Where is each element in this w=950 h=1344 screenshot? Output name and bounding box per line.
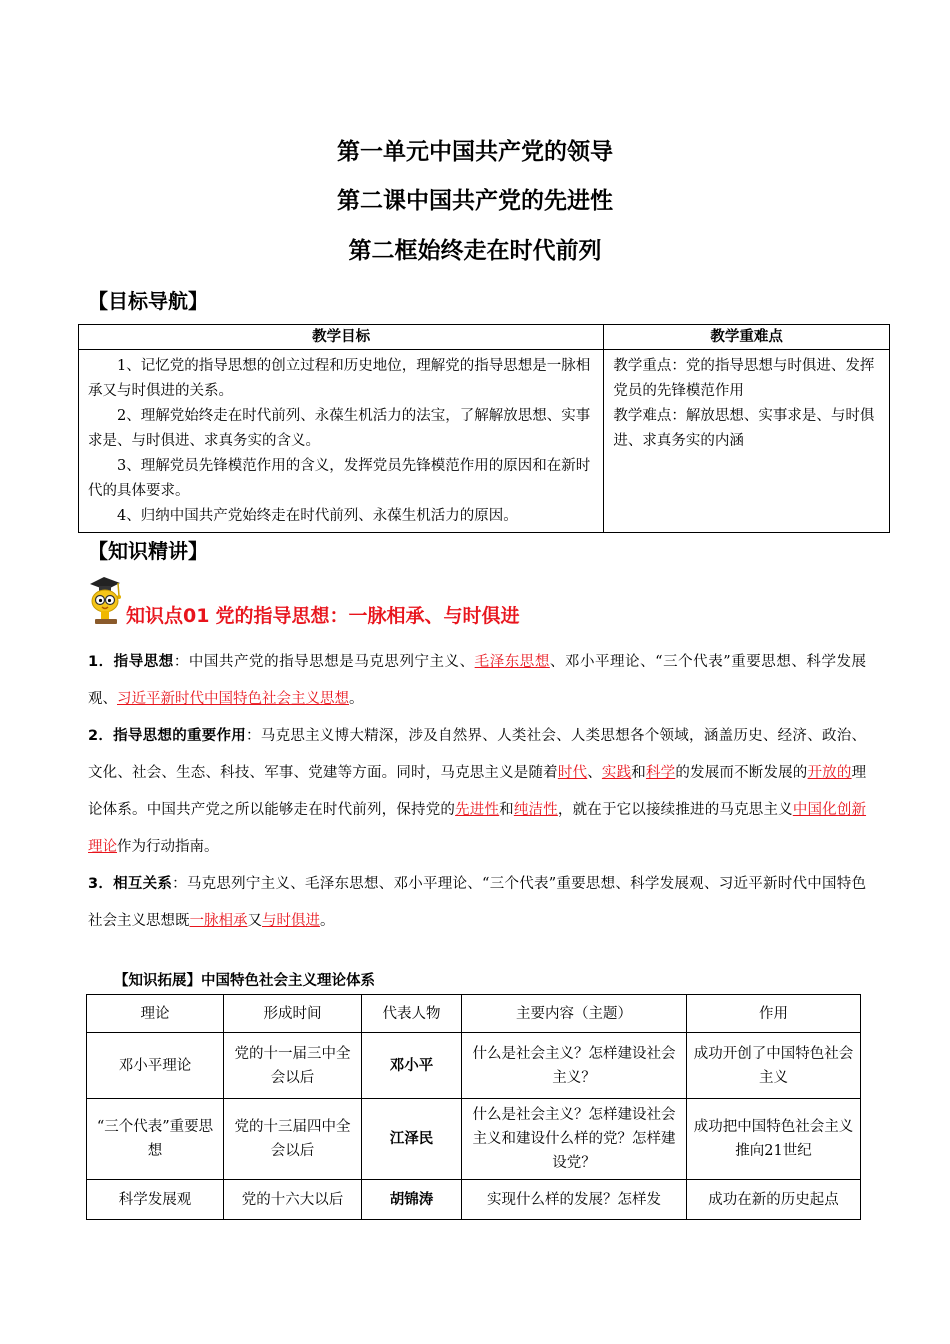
cell-main-content: 实现什么样的发展？怎样发 — [462, 1180, 687, 1220]
cell-representative: 邓小平 — [362, 1033, 462, 1099]
answer-highlight: 习近平新时代中国特色社会主义思想 — [117, 691, 349, 707]
cell-theory: 邓小平理论 — [87, 1033, 224, 1099]
cell-representative: 胡锦涛 — [362, 1180, 462, 1220]
knowledge-point-text: 党的指导思想：一脉相承、与时俱进 — [215, 605, 520, 627]
goal-header-difficulties: 教学重难点 — [604, 325, 890, 350]
knowledge-point-label: 知识点01 — [126, 605, 210, 627]
point-keyword: 指导思想 — [113, 654, 174, 670]
header-representative: 代表人物 — [362, 995, 462, 1033]
unit-title: 第一单元中国共产党的领导 — [337, 139, 613, 165]
knowledge-content — [88, 644, 866, 940]
point-text: ：马克思列宁主义、毛泽东思想、邓小平理论、“三个代表”重要思想、科学发展观、习近平新时代中国特色社会主义思想既 — [88, 876, 867, 929]
point-keyword: 指导思想的重要作用 — [113, 728, 247, 744]
header-main-content: 主要内容（主题） — [462, 995, 687, 1033]
cell-main-content: 什么是社会主义？怎样建设社会主义？ — [462, 1033, 687, 1099]
section-goal-nav: 【目标导航】 — [88, 289, 208, 313]
teaching-difficulties: 教学难点：解放思想、实事求是、与时俱进、求真务实的内涵 — [613, 408, 875, 449]
goal-table-header — [79, 325, 890, 350]
goal-objectives-cell — [79, 350, 604, 533]
theory-table-header — [87, 995, 861, 1033]
answer-highlight: 实践 — [601, 765, 632, 781]
graduate-owl-icon — [86, 574, 126, 626]
point-text: 。 — [349, 691, 364, 707]
goal-header-objectives: 教学目标 — [79, 325, 604, 350]
cell-role: 成功把中国特色社会主义推向21世纪 — [687, 1099, 861, 1180]
cell-main-content: 什么是社会主义？怎样建设社会主义和建设什么样的党？怎样建设党？ — [462, 1099, 687, 1180]
table-row — [87, 1099, 861, 1180]
point-relationship — [88, 866, 866, 940]
frame-title: 第二框始终走在时代前列 — [348, 238, 602, 264]
extension-caption: 【知识拓展】中国特色社会主义理论体系 — [114, 973, 375, 989]
goal-item: 4、归纳中国共产党始终走在时代前列、永葆生机活力的原因。 — [117, 508, 518, 524]
answer-highlight: 纯洁性 — [513, 802, 558, 818]
answer-highlight: 毛泽东思想 — [474, 654, 550, 670]
point-text: 、 — [587, 765, 602, 781]
header-theory: 理论 — [87, 995, 224, 1033]
goal-difficulties-cell — [604, 350, 890, 533]
point-guiding-thought — [88, 644, 866, 718]
section-knowledge: 【知识精讲】 — [88, 539, 208, 563]
goal-item: 2、理解党始终走在时代前列、永葆生机活力的法宝，了解解放思想、实事求是、与时俱进、求真务实的含义。 — [88, 408, 591, 449]
point-text: 又 — [247, 913, 262, 929]
answer-highlight: 开放的 — [807, 765, 852, 781]
answer-highlight: 一脉相承 — [189, 913, 248, 929]
point-text: 的发展而不断发展的 — [675, 765, 808, 781]
goal-item: 3、理解党员先锋模范作用的含义，发挥党员先锋模范作用的原因和在新时代的具体要求。 — [88, 458, 591, 499]
point-number: 3． — [88, 876, 114, 892]
answer-highlight: 与时俱进 — [262, 913, 320, 929]
theory-system-table — [86, 994, 861, 1220]
point-text: ：中国共产党的指导思想是马克思列宁主义、 — [173, 654, 475, 670]
knowledge-point-title — [126, 603, 519, 629]
cell-theory: 科学发展观 — [87, 1180, 224, 1220]
point-text: 。 — [320, 913, 335, 929]
point-text: ：马克思主义博大精深，涉及自然界、人类社会、人类思想各个领域，涵盖历史、经济、政治、文化、社会、生态、科技、军事、党建等方面。同时，马克思主义是随着 — [88, 728, 866, 781]
point-number: 2． — [88, 728, 114, 744]
teaching-key-points: 教学重点：党的指导思想与时俱进、发挥党员的先锋模范作用 — [613, 358, 875, 399]
point-text: 作为行动指南。 — [117, 839, 219, 855]
cell-role: 成功开创了中国特色社会主义 — [687, 1033, 861, 1099]
answer-highlight: 先进性 — [455, 802, 500, 818]
cell-theory: “三个代表”重要思想 — [87, 1099, 224, 1180]
point-importance — [88, 718, 866, 866]
point-text: ，就在于它以接续推进的马克思主义 — [557, 802, 793, 818]
point-text: 和 — [631, 765, 646, 781]
answer-highlight: 科学 — [645, 765, 676, 781]
point-text: 和 — [499, 802, 514, 818]
goal-table — [78, 324, 890, 533]
header-formation-time: 形成时间 — [224, 995, 362, 1033]
goal-item: 1、记忆党的指导思想的创立过程和历史地位，理解党的指导思想是一脉相承又与时俱进的关系。 — [88, 358, 591, 399]
cell-formation-time: 党的十六大以后 — [224, 1180, 362, 1220]
point-keyword: 相互关系 — [113, 876, 173, 892]
answer-highlight: 时代 — [557, 765, 588, 781]
answer-highlight: 中国化创新理论 — [88, 802, 867, 855]
header-role: 作用 — [687, 995, 861, 1033]
point-number: 1． — [88, 654, 114, 670]
cell-formation-time: 党的十三届四中全会以后 — [224, 1099, 362, 1180]
point-text: 理论体系。中国共产党之所以能够走在时代前列，保持党的 — [88, 765, 867, 818]
table-row — [87, 1180, 861, 1220]
cell-representative: 江泽民 — [362, 1099, 462, 1180]
goal-table-row — [79, 350, 890, 533]
cell-role: 成功在新的历史起点 — [687, 1180, 861, 1220]
point-text: 、邓小平理论、“三个代表”重要思想、科学发展观、 — [88, 654, 867, 707]
table-row — [87, 1033, 861, 1099]
cell-formation-time: 党的十一届三中全会以后 — [224, 1033, 362, 1099]
lesson-title: 第二课中国共产党的先进性 — [337, 188, 613, 214]
knowledge-point-header — [86, 574, 786, 626]
